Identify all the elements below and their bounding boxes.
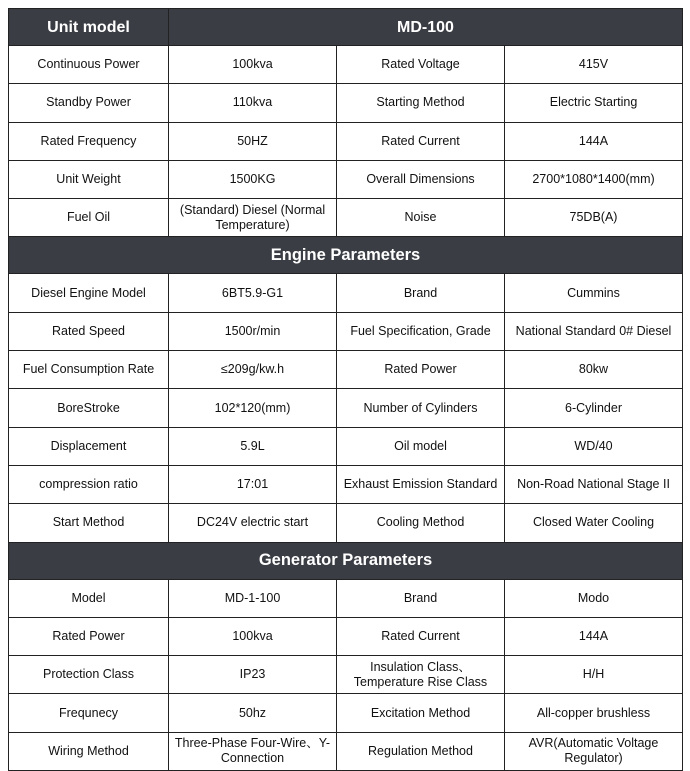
unit-spec-value-cell: 144A: [505, 122, 683, 160]
engine-spec-label-cell: Diesel Engine Model: [9, 274, 169, 312]
unit-spec-row: [9, 160, 683, 198]
engine-spec-value-cell: 1500r/min: [169, 312, 337, 350]
engine-spec-label-cell: Brand: [337, 274, 505, 312]
generator-spec-label-cell: Protection Class: [9, 656, 169, 694]
engine-spec-value-cell: DC24V electric start: [169, 504, 337, 542]
engine-spec-label-cell: Number of Cylinders: [337, 389, 505, 427]
generator-spec-value-cell: IP23: [169, 656, 337, 694]
engine-spec-row: [9, 351, 683, 389]
generator-spec-label-cell: Rated Power: [9, 617, 169, 655]
engine-spec-row: [9, 504, 683, 542]
spec-table: [8, 8, 683, 771]
engine-spec-row: [9, 427, 683, 465]
unit-spec-row: [9, 122, 683, 160]
generator-spec-value-cell: H/H: [505, 656, 683, 694]
generator-spec-label-cell: Regulation Method: [337, 732, 505, 770]
engine-spec-label-cell: Exhaust Emission Standard: [337, 465, 505, 503]
engine-spec-value-cell: 80kw: [505, 351, 683, 389]
unit-spec-value-cell: 1500KG: [169, 160, 337, 198]
unit-spec-label-cell: Rated Current: [337, 122, 505, 160]
unit-spec-value-cell: 2700*1080*1400(mm): [505, 160, 683, 198]
engine-spec-row: [9, 274, 683, 312]
engine-parameters-title: Engine Parameters: [9, 237, 683, 274]
unit-spec-label-cell: Unit Weight: [9, 160, 169, 198]
engine-spec-value-cell: Closed Water Cooling: [505, 504, 683, 542]
unit-spec-value-cell: (Standard) Diesel (Normal Temperature): [169, 199, 337, 237]
unit-model-label: Unit model: [9, 9, 169, 46]
unit-spec-row: [9, 84, 683, 122]
generator-spec-label-cell: Frequnecy: [9, 694, 169, 732]
generator-parameters-title: Generator Parameters: [9, 542, 683, 579]
generator-spec-label-cell: Brand: [337, 579, 505, 617]
unit-spec-row: [9, 199, 683, 237]
unit-spec-label-cell: Continuous Power: [9, 46, 169, 84]
generator-spec-row: [9, 656, 683, 694]
spec-table-body: [9, 9, 683, 771]
unit-spec-label-cell: Overall Dimensions: [337, 160, 505, 198]
engine-spec-label-cell: Cooling Method: [337, 504, 505, 542]
engine-spec-row: [9, 312, 683, 350]
generator-spec-value-cell: 144A: [505, 617, 683, 655]
engine-spec-value-cell: WD/40: [505, 427, 683, 465]
generator-spec-value-cell: 100kva: [169, 617, 337, 655]
generator-spec-label-cell: Rated Current: [337, 617, 505, 655]
unit-spec-value-cell: 50HZ: [169, 122, 337, 160]
engine-spec-label-cell: Fuel Specification, Grade: [337, 312, 505, 350]
generator-spec-value-cell: Modo: [505, 579, 683, 617]
generator-spec-row: [9, 617, 683, 655]
generator-spec-row: [9, 579, 683, 617]
generator-spec-value-cell: 50hz: [169, 694, 337, 732]
unit-spec-label-cell: Standby Power: [9, 84, 169, 122]
unit-spec-value-cell: 110kva: [169, 84, 337, 122]
unit-spec-label-cell: Noise: [337, 199, 505, 237]
engine-spec-label-cell: compression ratio: [9, 465, 169, 503]
generator-spec-row: [9, 694, 683, 732]
engine-spec-value-cell: 17:01: [169, 465, 337, 503]
unit-spec-label-cell: Starting Method: [337, 84, 505, 122]
engine-spec-value-cell: 102*120(mm): [169, 389, 337, 427]
engine-spec-value-cell: 6BT5.9-G1: [169, 274, 337, 312]
unit-spec-label-cell: Fuel Oil: [9, 199, 169, 237]
engine-parameters-title-row: [9, 237, 683, 274]
unit-spec-value-cell: 100kva: [169, 46, 337, 84]
generator-spec-value-cell: AVR(Automatic Voltage Regulator): [505, 732, 683, 770]
engine-spec-label-cell: Fuel Consumption Rate: [9, 351, 169, 389]
generator-spec-label-cell: Wiring Method: [9, 732, 169, 770]
engine-spec-value-cell: 5.9L: [169, 427, 337, 465]
unit-spec-value-cell: 415V: [505, 46, 683, 84]
engine-spec-label-cell: Oil model: [337, 427, 505, 465]
engine-spec-value-cell: Cummins: [505, 274, 683, 312]
unit-spec-label-cell: Rated Frequency: [9, 122, 169, 160]
engine-spec-row: [9, 389, 683, 427]
unit-spec-label-cell: Rated Voltage: [337, 46, 505, 84]
generator-parameters-title-row: [9, 542, 683, 579]
generator-spec-label-cell: Insulation Class、Temperature Rise Class: [337, 656, 505, 694]
unit-spec-value-cell: Electric Starting: [505, 84, 683, 122]
engine-spec-label-cell: Rated Power: [337, 351, 505, 389]
unit-model-value: MD-100: [169, 9, 683, 46]
generator-spec-label-cell: Model: [9, 579, 169, 617]
engine-spec-label-cell: Displacement: [9, 427, 169, 465]
unit-model-header-row: [9, 9, 683, 46]
unit-spec-value-cell: 75DB(A): [505, 199, 683, 237]
generator-spec-value-cell: MD-1-100: [169, 579, 337, 617]
engine-spec-label-cell: Start Method: [9, 504, 169, 542]
spec-sheet: [8, 8, 682, 771]
unit-spec-row: [9, 46, 683, 84]
generator-spec-label-cell: Excitation Method: [337, 694, 505, 732]
engine-spec-label-cell: Rated Speed: [9, 312, 169, 350]
engine-spec-row: [9, 465, 683, 503]
engine-spec-value-cell: National Standard 0# Diesel: [505, 312, 683, 350]
generator-spec-row: [9, 732, 683, 770]
engine-spec-value-cell: 6-Cylinder: [505, 389, 683, 427]
generator-spec-value-cell: Three-Phase Four-Wire、Y-Connection: [169, 732, 337, 770]
engine-spec-value-cell: ≤209g/kw.h: [169, 351, 337, 389]
engine-spec-label-cell: BoreStroke: [9, 389, 169, 427]
generator-spec-value-cell: All-copper brushless: [505, 694, 683, 732]
engine-spec-value-cell: Non-Road National Stage II: [505, 465, 683, 503]
